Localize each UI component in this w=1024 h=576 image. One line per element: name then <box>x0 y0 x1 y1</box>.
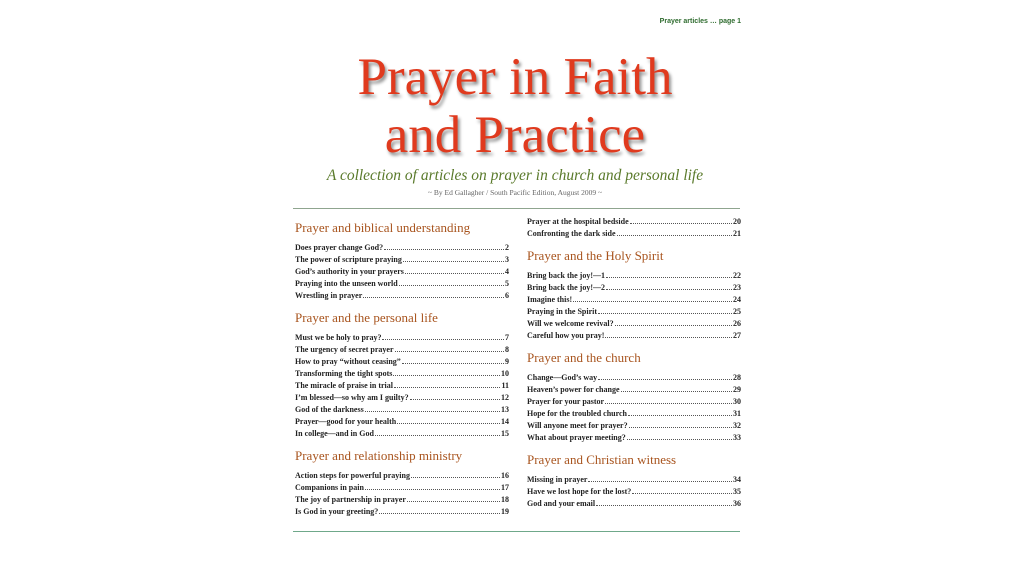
entry-title: Hope for the troubled church <box>527 409 628 418</box>
dot-leader <box>628 414 732 416</box>
dot-leader <box>393 374 500 376</box>
toc-entry <box>295 470 509 482</box>
entry-page-number: 24 <box>733 295 741 304</box>
toc-entry <box>295 242 509 254</box>
section-heading: Prayer and the church <box>527 350 641 365</box>
entry-title: Change—God’s way <box>527 373 598 382</box>
entry-page-number: 22 <box>733 271 741 280</box>
page-label: Prayer articles … page 1 <box>659 18 741 25</box>
dot-leader <box>598 312 732 314</box>
entry-page-number: 10 <box>501 369 509 378</box>
toc-entry <box>295 506 509 518</box>
dot-leader <box>399 284 504 286</box>
entry-page-number: 12 <box>501 393 509 402</box>
entry-page-number: 28 <box>733 373 741 382</box>
dot-leader <box>379 512 500 514</box>
entry-title: In college—and in God <box>295 429 374 438</box>
toc-entry <box>295 368 509 380</box>
bottom-divider <box>293 531 740 532</box>
toc-entry <box>527 270 741 282</box>
toc-entry <box>295 278 509 290</box>
entry-title: Companions in pain <box>295 483 364 492</box>
dot-leader <box>394 386 500 388</box>
dot-leader <box>384 248 504 250</box>
dot-leader <box>363 296 504 298</box>
toc-section <box>295 447 509 518</box>
entry-title: Action steps for powerful praying <box>295 471 410 480</box>
entry-title: Transforming the tight spots <box>295 369 393 378</box>
entry-title: The urgency of secret prayer <box>295 345 394 354</box>
entry-title: Will anyone meet for prayer? <box>527 421 628 430</box>
section-heading: Prayer and the personal life <box>295 310 438 325</box>
toc-section <box>527 451 741 510</box>
subtitle: A collection of articles on prayer in church and personal life <box>326 167 704 184</box>
dot-leader <box>615 324 732 326</box>
entry-title: Careful how you pray! <box>527 331 605 340</box>
entry-title: Will we welcome revival? <box>527 319 614 328</box>
dot-leader <box>621 390 732 392</box>
toc-entry <box>527 420 741 432</box>
dot-leader <box>395 350 505 352</box>
toc-entry <box>527 384 741 396</box>
toc-section <box>527 349 741 444</box>
entry-title: Is God in your greeting? <box>295 507 379 516</box>
entry-page-number: 17 <box>501 483 509 492</box>
entry-page-number: 32 <box>733 421 741 430</box>
toc-entry <box>527 372 741 384</box>
entry-title: Must we be holy to pray? <box>295 333 382 342</box>
entry-title: Does prayer change God? <box>295 243 384 252</box>
dot-leader <box>365 410 500 412</box>
toc-entry <box>295 428 509 440</box>
toc-entry <box>295 482 509 494</box>
section-heading: Prayer and biblical understanding <box>295 220 471 235</box>
toc-entry <box>527 228 741 240</box>
entry-page-number: 36 <box>733 499 741 508</box>
dot-leader <box>605 336 732 338</box>
toc-entry <box>295 380 509 392</box>
entry-page-number: 15 <box>501 429 509 438</box>
entry-title: Missing in prayer <box>527 475 588 484</box>
entry-title: Heaven’s power for change <box>527 385 620 394</box>
toc-entry <box>527 498 741 510</box>
toc-entry <box>527 396 741 408</box>
entry-title: God and your email <box>527 499 596 508</box>
entry-page-number: 18 <box>501 495 509 504</box>
entry-page-number: 34 <box>733 475 741 484</box>
toc-entry <box>295 416 509 428</box>
entry-title: Have we lost hope for the lost? <box>527 487 632 496</box>
dot-leader <box>596 504 732 506</box>
entry-title: The joy of partnership in prayer <box>295 495 406 504</box>
entry-page-number: 30 <box>733 397 741 406</box>
entry-title: Prayer at the hospital bedside <box>527 217 629 226</box>
toc-entry <box>527 216 741 228</box>
toc-entry <box>295 266 509 278</box>
dot-leader <box>397 422 500 424</box>
entry-title: Bring back the joy!—2 <box>527 283 605 292</box>
entry-page-number: 6 <box>505 291 509 300</box>
entry-title: I’m blessed—so why am I guilty? <box>295 393 409 402</box>
dot-leader <box>632 492 732 494</box>
toc-entry <box>295 332 509 344</box>
toc-entry <box>295 290 509 302</box>
toc-entry <box>295 254 509 266</box>
entry-page-number: 14 <box>501 417 509 426</box>
toc-left-column <box>295 216 509 525</box>
toc-entry <box>527 330 741 342</box>
toc-entry <box>295 392 509 404</box>
dot-leader <box>382 338 504 340</box>
top-divider <box>293 208 740 209</box>
dot-leader <box>410 398 500 400</box>
dot-leader <box>403 260 504 262</box>
title-line-1: Prayer in Faith <box>357 48 673 106</box>
byline: ~ By Ed Gallagher / South Pacific Edition, August 2009 ~ <box>427 188 603 197</box>
entry-title: The power of scripture praying <box>295 255 402 264</box>
toc-section <box>527 216 741 240</box>
entry-page-number: 31 <box>733 409 741 418</box>
entry-page-number: 29 <box>733 385 741 394</box>
dot-leader <box>605 402 732 404</box>
toc-entry <box>527 294 741 306</box>
dot-leader <box>375 434 500 436</box>
entry-page-number: 3 <box>505 255 509 264</box>
entry-page-number: 20 <box>733 217 741 226</box>
toc-section <box>295 309 509 440</box>
toc-entry <box>295 494 509 506</box>
entry-title: How to pray “without ceasing” <box>295 357 401 366</box>
toc-entry <box>527 306 741 318</box>
entry-page-number: 16 <box>501 471 509 480</box>
entry-page-number: 8 <box>505 345 509 354</box>
entry-page-number: 35 <box>733 487 741 496</box>
dot-leader <box>407 500 500 502</box>
title-line-2: and Practice <box>384 106 646 164</box>
toc-entry <box>295 404 509 416</box>
entry-page-number: 23 <box>733 283 741 292</box>
toc-entry <box>527 318 741 330</box>
entry-title: Imagine this! <box>527 295 573 304</box>
entry-title: What about prayer meeting? <box>527 433 626 442</box>
toc-right-column <box>527 216 741 517</box>
entry-page-number: 4 <box>505 267 509 276</box>
entry-page-number: 13 <box>501 405 509 414</box>
entry-page-number: 19 <box>501 507 509 516</box>
entry-title: God’s authority in your prayers <box>295 267 404 276</box>
section-heading: Prayer and relationship ministry <box>295 448 463 463</box>
toc-entry <box>527 282 741 294</box>
dot-leader <box>629 426 732 428</box>
section-heading: Prayer and the Holy Spirit <box>527 248 664 263</box>
entry-title: Praying in the Spirit <box>527 307 598 316</box>
entry-page-number: 5 <box>505 279 509 288</box>
toc-entry <box>527 432 741 444</box>
section-heading: Prayer and Christian witness <box>527 452 677 467</box>
entry-title: Prayer for your pastor <box>527 397 605 406</box>
toc-entry <box>527 486 741 498</box>
entry-page-number: 25 <box>733 307 741 316</box>
document-title <box>250 48 780 164</box>
entry-title: Confronting the dark side <box>527 229 616 238</box>
entry-title: Wrestling in prayer <box>295 291 363 300</box>
dot-leader <box>588 480 732 482</box>
toc-entry <box>527 408 741 420</box>
dot-leader <box>411 476 500 478</box>
entry-title: The miracle of praise in trial <box>295 381 393 390</box>
entry-title: Bring back the joy!—1 <box>527 271 605 280</box>
dot-leader <box>630 222 732 224</box>
entry-page-number: 7 <box>505 333 509 342</box>
toc-section <box>295 219 509 302</box>
entry-title: God of the darkness <box>295 405 364 414</box>
entry-page-number: 21 <box>733 229 741 238</box>
toc-section <box>527 247 741 342</box>
dot-leader <box>606 288 732 290</box>
toc-entry <box>527 474 741 486</box>
dot-leader <box>606 276 732 278</box>
entry-page-number: 11 <box>501 381 509 390</box>
dot-leader <box>405 272 504 274</box>
dot-leader <box>365 488 500 490</box>
toc-entry <box>295 356 509 368</box>
toc-entry <box>295 344 509 356</box>
entry-title: Praying into the unseen world <box>295 279 398 288</box>
entry-page-number: 33 <box>733 433 741 442</box>
entry-page-number: 2 <box>505 243 509 252</box>
entry-page-number: 9 <box>505 357 509 366</box>
entry-page-number: 26 <box>733 319 741 328</box>
entry-page-number: 27 <box>733 331 741 340</box>
dot-leader <box>573 300 732 302</box>
dot-leader <box>627 438 732 440</box>
dot-leader <box>598 378 732 380</box>
entry-title: Prayer—good for your health <box>295 417 397 426</box>
dot-leader <box>402 362 504 364</box>
dot-leader <box>617 234 732 236</box>
